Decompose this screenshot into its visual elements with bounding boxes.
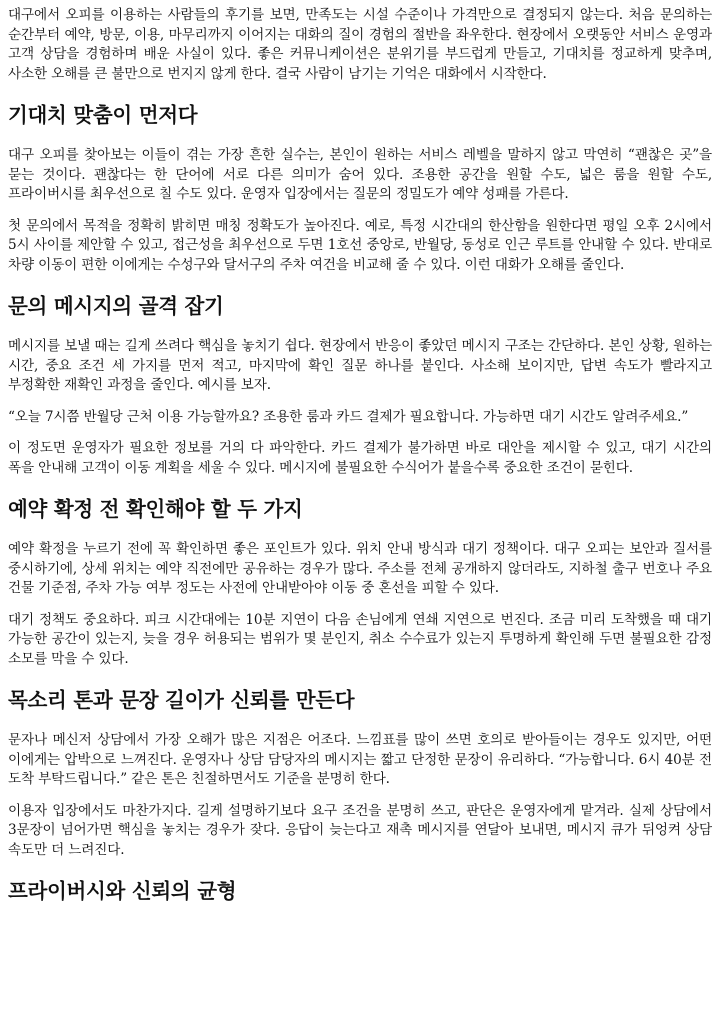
paragraph: 메시지를 보낼 때는 길게 쓰려다 핵심을 놓치기 쉽다. 현장에서 반응이 좋았던 메시지 구조는 간단하다. 본인 상황, 원하는 시간, 중요 조건 세 가지를 먼저 적고, 마지막에 확인 질문 하나를 붙인다. 사소해 보이지만, 답변 속도가 빨라지고 부정확한 재확인 과정을 줄인다. 예시를 보자.	[8, 338, 712, 393]
paragraph: 이 정도면 운영자가 필요한 정보를 거의 다 파악한다. 카드 결제가 불가하면 바로 대안을 제시할 수 있고, 대기 시간의 폭을 안내해 고객이 이동 계획을 세울 수 있다. 메시지에 불필요한 수식어가 붙을수록 중요한 조건이 묻힌다.	[8, 440, 712, 476]
section-heading-booking-checks: 예약 확정 전 확인해야 할 두 가지	[8, 497, 303, 521]
paragraph: 문자나 메신저 상담에서 가장 오해가 많은 지점은 어조다. 느낌표를 많이 쓰면 호의로 받아들이는 경우도 있지만, 어떤 이에게는 압박으로 느껴진다. 운영자나 상담 담당자의 메시지는 짧고 단정한 문장이 유리하다. “가능합니다. 6시 40분 전 도착 부탁드립니다.” 같은 톤은 친절하면서도 기준을 분명히 한다.	[8, 732, 712, 787]
paragraph: 이용자 입장에서도 마찬가지다. 길게 설명하기보다 요구 조건을 분명히 쓰고, 판단은 운영자에게 맡겨라. 실제 상담에서 3문장이 넘어가면 핵심을 놓치는 경우가 잦다. 응답이 늦는다고 재촉 메시지를 연달아 보내면, 메시지 큐가 뒤엉켜 상담 속도만 더 느려진다.	[8, 802, 712, 858]
paragraph: 예약 확정을 누르기 전에 꼭 확인하면 좋은 포인트가 있다. 위치 안내 방식과 대기 정책이다. 대구 오피는 보안과 질서를 중시하기에, 상세 위치는 예약 직전에만 공유하는 경우가 많다. 주소를 전체 공개하지 않더라도, 지하철 출구 번호나 주요 건물 기준점, 주차 가능 여부 정도는 사전에 안내받아야 이동 중 혼선을 피할 수 있다.	[8, 541, 712, 596]
section-heading-expectations: 기대치 맞춤이 먼저다	[8, 103, 198, 127]
paragraph: 대기 정책도 중요하다. 피크 시간대에는 10분 지연이 다음 손님에게 연쇄 지연으로 번진다. 조금 미리 도착했을 때 대기 가능한 공간이 있는지, 늦을 경우 허용되는 범위가 몇 분인지, 취소 수수료가 있는지 투명하게 확인해 두면 불필요한 감정 소모를 막을 수 있다.	[8, 611, 712, 667]
section-heading-tone-and-trust: 목소리 톤과 문장 길이가 신뢰를 만든다	[8, 688, 355, 712]
section-heading-message-structure: 문의 메시지의 골격 잡기	[8, 294, 224, 318]
intro-paragraph: 대구에서 오피를 이용하는 사람들의 후기를 보면, 만족도는 시설 수준이나 가격만으로 결정되지 않는다. 처음 문의하는 순간부터 예약, 방문, 이용, 마무리까지 이어지는 대화의 질이 경험의 절반을 좌우한다. 현장에서 오랫동안 서비스 운영과 고객 상담을 경험하며 배운 사실이 있다. 좋은 커뮤니케이션은 분위기를 부드럽게 만들고, 기대치를 정교하게 맞추며, 사소한 오해를 큰 불만으로 번지지 않게 한다. 결국 사람이 남기는 기억은 대화에서 시작한다.	[8, 7, 712, 82]
example-quote: “오늘 7시쯤 반월당 근처 이용 가능할까요? 조용한 룸과 카드 결제가 필요합니다. 가능하면 대기 시간도 알려주세요.”	[8, 408, 689, 425]
paragraph: 첫 문의에서 목적을 정확히 밝히면 매칭 정확도가 높아진다. 예로, 특정 시간대의 한산함을 원한다면 평일 오후 2시에서 5시 사이를 제안할 수 있고, 접근성을 최우선으로 두면 1호선 중앙로, 반월당, 동성로 인근 루트를 안내할 수 있다. 반대로 차량 이동이 편한 이에게는 수성구와 달서구의 주차 여건을 비교해 줄 수 있다. 이런 대화가 오해를 줄인다.	[8, 217, 712, 273]
section-heading-privacy: 프라이버시와 신뢰의 균형	[8, 879, 237, 903]
paragraph: 대구 오피를 찾아보는 이들이 겪는 가장 흔한 실수는, 본인이 원하는 서비스 레벨을 말하지 않고 막연히 “괜찮은 곳”을 묻는 것이다. 괜찮다는 한 단어에 서로 다른 의미가 숨어 있다. 조용한 공간을 원할 수도, 넓은 룸을 원할 수도, 프라이버시를 최우선으로 칠 수도 있다. 운영자 입장에서는 질문의 정밀도가 예약 성패를 가른다.	[8, 147, 712, 202]
